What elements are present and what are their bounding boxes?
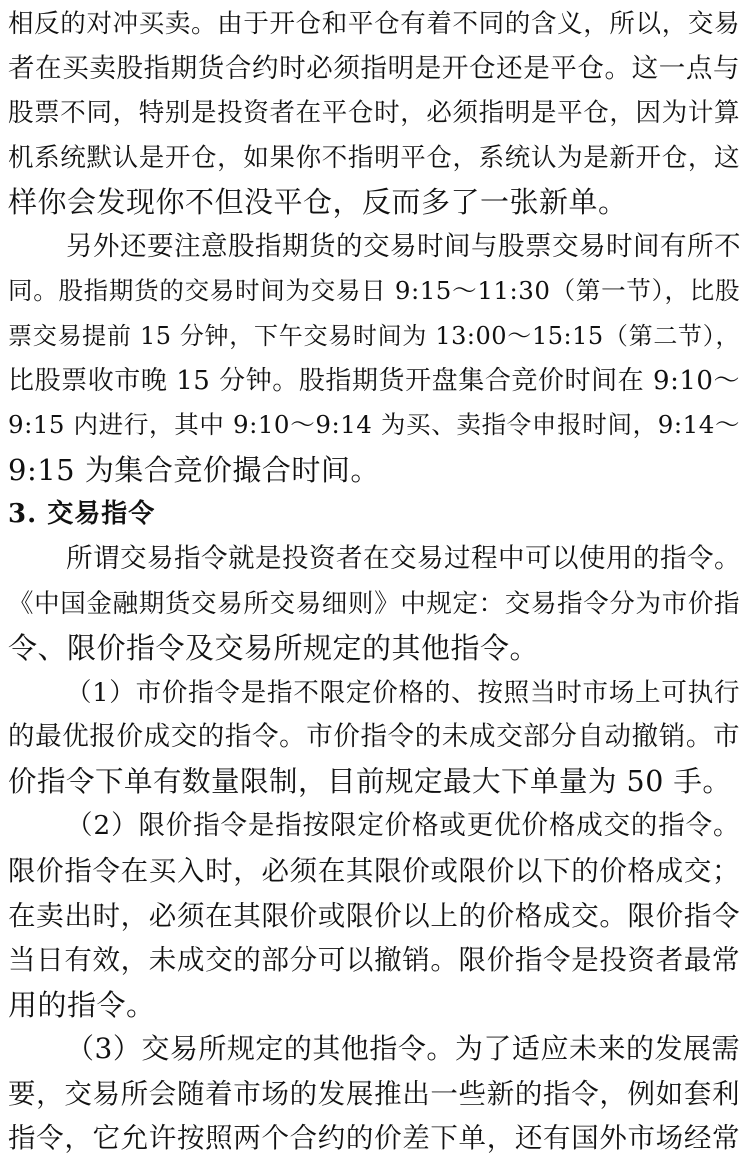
paragraph-1-line: 样你会发现你不但没平仓，反而多了一张新单。 — [8, 185, 628, 220]
paragraph-5-line: （2）限价指令是指按限定价格或更优价格成交的指令。 — [66, 810, 740, 842]
paragraph-4-line: 价指令下单有数量限制，目前规定最大下单量为 50 手。 — [8, 764, 732, 798]
paragraph-3-line: 令、限价指令及交易所规定的其他指令。 — [8, 631, 540, 666]
paragraph-6-line: 要，交易所会随着市场的发展推出一些新的指令，例如套利 — [8, 1077, 740, 1110]
paragraph-2-line: 9:15 内进行，其中 9:10～9:14 为买、卖指令申报时间，9:14～ — [8, 410, 740, 440]
paragraph-2-line: 票交易提前 15 分钟，下午交易时间为 13:00～15:15（第二节）， — [8, 322, 740, 351]
paragraph-1-line: 机系统默认是开仓，如果你不指明平仓，系统认为是新开仓，这 — [8, 142, 740, 173]
paragraph-2-line: 同。股指期货的交易时间为交易日 9:15～11:30（第一节），比股 — [8, 276, 740, 306]
paragraph-1-line: 相反的对冲买卖。由于开仓和平仓有着不同的含义，所以，交易 — [8, 9, 740, 39]
paragraph-1-line: 股票不同，特别是投资者在平仓时，必须指明是平仓，因为计算 — [8, 98, 740, 129]
paragraph-4-line: 的最优报价成交的指令。市价指令的未成交部分自动撤销。市 — [8, 721, 740, 753]
paragraph-4-line: （1）市价指令是指不限定价格的、按照当时市场上可执行 — [66, 677, 740, 708]
paragraph-3-line: 《中国金融期货交易所交易细则》中规定：交易指令分为市价指 — [8, 588, 740, 619]
paragraph-2-line: 9:15 为集合竞价撮合时间。 — [8, 452, 380, 487]
paragraph-2-line: 另外还要注意股指期货的交易时间与股票交易时间有所不 — [66, 230, 741, 262]
section-heading: 3. 交易指令 — [8, 499, 156, 530]
paragraph-1-line: 者在买卖股指期货合约时必须指明是开仓还是平仓。这一点与 — [8, 52, 740, 84]
paragraph-5-line: 当日有效，未成交的部分可以撤销。限价指令是投资者最常 — [8, 944, 740, 977]
paragraph-2-line: 比股票收市晚 15 分钟。股指期货开盘集合竞价时间在 9:10～ — [8, 365, 740, 396]
paragraph-6-line: （3）交易所规定的其他指令。为了适应未来的发展需 — [66, 1032, 740, 1066]
paragraph-5-line: 在卖出时，必须在其限价或限价以上的价格成交。限价指令 — [8, 899, 740, 932]
paragraph-6-line: 指令，它允许按照两个合约的价差下单，还有国外市场经常 — [8, 1122, 740, 1155]
paragraph-5-line: 限价指令在买入时，必须在其限价或限价以下的价格成交； — [8, 854, 740, 887]
paragraph-3-line: 所谓交易指令就是投资者在交易过程中可以使用的指令。 — [66, 542, 741, 574]
paragraph-5-line: 用的指令。 — [8, 987, 156, 1022]
